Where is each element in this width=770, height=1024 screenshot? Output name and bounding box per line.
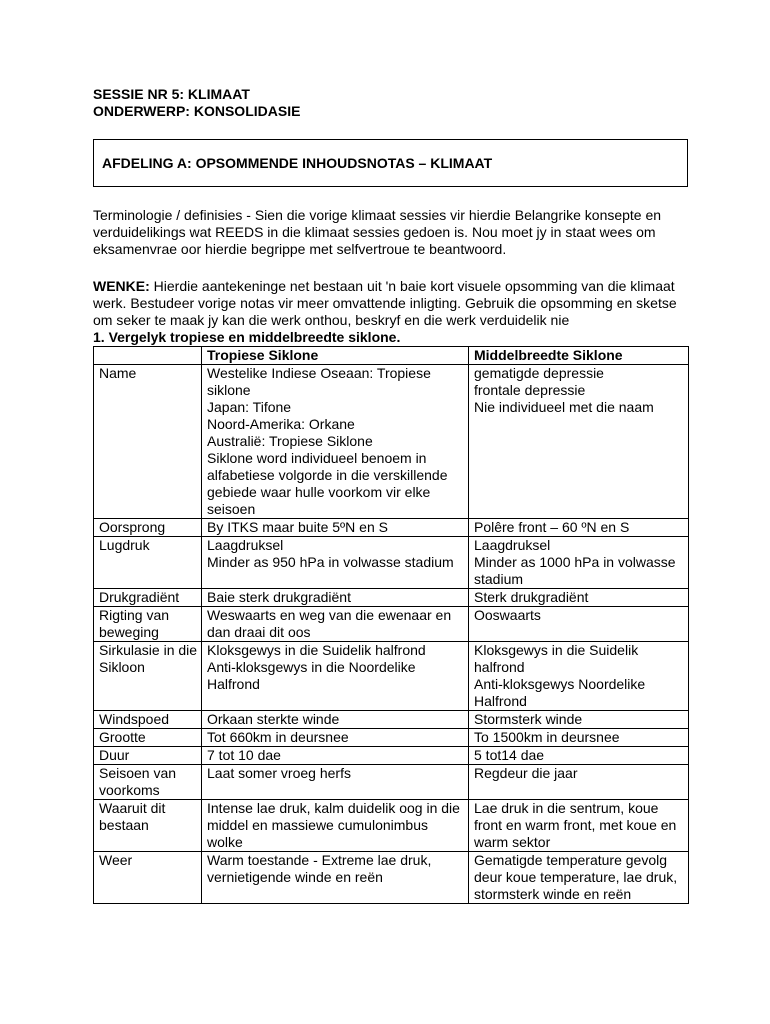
table-row (94, 747, 689, 765)
cell-line: Polêre front – 60 ºN en S (474, 519, 630, 535)
session-title: SESSIE NR 5: KLIMAAT (93, 86, 250, 102)
table-row (94, 642, 689, 711)
table-row (94, 537, 689, 589)
tropical-cell (202, 642, 469, 711)
cell-line: Sirkulasie in die Sikloon (99, 642, 198, 675)
row-label-cell (94, 765, 202, 800)
intro-paragraph: Terminologie / definisies - Sien die vorige klimaat sessies vir hierdie Belangrike konsepte en verduidelikings wat REEDS in die klimaat sessies gedoen is. Nou moet jy in staat wees om eksamenvrae oor hierdie begrippe met selfvertroue te beantwoord. (93, 207, 662, 257)
row-label-cell (94, 589, 202, 607)
cell-line: Tot 660km in deursnee (207, 729, 349, 745)
cell-line: Weswaarts en weg van die ewenaar en dan draai dit oos (207, 607, 452, 640)
tropical-cell (202, 519, 469, 537)
cell-line: Australië: Tropiese Siklone (207, 433, 373, 449)
tropical-cell (202, 537, 469, 589)
cell-line: Stormsterk winde (474, 711, 583, 727)
midlatitude-cell (469, 852, 689, 904)
midlatitude-cell (469, 589, 689, 607)
row-label-cell (94, 519, 202, 537)
tropical-cell (202, 747, 469, 765)
cell-line: Regdeur die jaar (474, 765, 578, 781)
question-heading: 1. Vergelyk tropiese en middelbreedte siklone. (93, 329, 401, 345)
cell-line: Kloksgewys in die Suidelik halfrond (474, 642, 639, 675)
midlatitude-cell (469, 747, 689, 765)
cell-line: Waaruit dit bestaan (99, 800, 166, 833)
tips-text: Hierdie aantekeninge net bestaan uit 'n baie kort visuele opsomming van die klimaat werk. Bestudeer vorige notas vir meer omvattende inligting. Gebruik die opsomming en sketse om seker te maak jy kan die werk onthou, beskryf en die werk verduidelik nie (93, 278, 677, 328)
cell-line: Drukgradiënt (99, 589, 180, 605)
section-heading: AFDELING A: OPSOMMENDE INHOUDSNOTAS – KLIMAAT (102, 155, 493, 171)
cell-line: Rigting van beweging (99, 607, 170, 640)
table-header-midlatitude: Middelbreedte Siklone (469, 347, 689, 365)
tropical-cell (202, 800, 469, 852)
cell-line: Lae druk in die sentrum, koue front en warm front, met koue en warm sektor (474, 800, 677, 850)
midlatitude-cell (469, 765, 689, 800)
topic-title: ONDERWERP: KONSOLIDASIE (93, 103, 301, 119)
tropical-cell (202, 711, 469, 729)
cell-line: Laat somer vroeg herfs (207, 765, 351, 781)
table-row (94, 519, 689, 537)
row-label-cell (94, 365, 202, 519)
cell-line: frontale depressie (474, 382, 586, 398)
cell-line: Siklone word individueel benoem in alfabetiese volgorde in die verskillende gebiede waar hulle voorkom vir elke seisoen (207, 450, 448, 517)
midlatitude-cell (469, 711, 689, 729)
document-page (93, 86, 688, 904)
midlatitude-cell (469, 642, 689, 711)
table-row (94, 765, 689, 800)
tropical-cell (202, 589, 469, 607)
cell-line: Gematigde temperature gevolg deur koue temperature, lae druk, stormsterk winde en reën (474, 852, 678, 902)
cell-line: Windspoed (99, 711, 170, 727)
row-label-cell (94, 800, 202, 852)
cell-line: Kloksgewys in die Suidelik halfrond (207, 642, 426, 658)
table-row (94, 607, 689, 642)
row-label-cell (94, 747, 202, 765)
cell-line: Laagdruksel (207, 537, 284, 553)
cell-line: Orkaan sterkte winde (207, 711, 340, 727)
cell-line: Minder as 950 hPa in volwasse stadium (207, 554, 454, 570)
table-body (94, 365, 689, 904)
midlatitude-cell (469, 365, 689, 519)
midlatitude-cell (469, 729, 689, 747)
cell-line: Anti-kloksgewys in die Noordelike Halfrond (207, 659, 416, 692)
cell-line: Warm toestande - Extreme lae druk, vernietigende winde en reën (207, 852, 432, 885)
cell-line: Duur (99, 747, 130, 763)
midlatitude-cell (469, 607, 689, 642)
table-row (94, 711, 689, 729)
cell-line: Seisoen van voorkoms (99, 765, 177, 798)
cell-line: Oorsprong (99, 519, 166, 535)
table-header-row (94, 347, 689, 365)
tropical-cell (202, 729, 469, 747)
midlatitude-cell (469, 800, 689, 852)
cell-line: gematigde depressie (474, 365, 604, 381)
tropical-cell (202, 765, 469, 800)
cell-line: Sterk drukgradiënt (474, 589, 589, 605)
row-label-cell (94, 642, 202, 711)
tropical-cell (202, 852, 469, 904)
table-row (94, 365, 689, 519)
cell-line: Minder as 1000 hPa in volwasse stadium (474, 554, 676, 587)
tropical-cell (202, 365, 469, 519)
tips-label: WENKE: (93, 278, 150, 294)
section-heading-box (93, 139, 688, 187)
row-label-cell (94, 537, 202, 589)
cell-line: To 1500km in deursnee (474, 729, 620, 745)
cell-line: Baie sterk drukgradiënt (207, 589, 351, 605)
cell-line: Ooswaarts (474, 607, 541, 623)
comparison-table (93, 346, 689, 904)
cell-line: Lugdruk (99, 537, 150, 553)
table-header-tropical: Tropiese Siklone (202, 347, 469, 365)
cell-line: 7 tot 10 dae (207, 747, 281, 763)
tips-paragraph (93, 278, 688, 329)
cell-line: Nie individueel met die naam (474, 399, 654, 415)
row-label-cell (94, 729, 202, 747)
cell-line: Name (99, 365, 137, 381)
cell-line: Grootte (99, 729, 146, 745)
cell-line: Westelike Indiese Oseaan: Tropiese siklone (207, 365, 431, 398)
midlatitude-cell (469, 537, 689, 589)
cell-line: Noord-Amerika: Orkane (207, 416, 355, 432)
cell-line: Japan: Tifone (207, 399, 292, 415)
row-label-cell (94, 711, 202, 729)
table-row (94, 729, 689, 747)
cell-line: By ITKS maar buite 5ºN en S (207, 519, 388, 535)
midlatitude-cell (469, 519, 689, 537)
cell-line: Intense lae druk, kalm duidelik oog in die middel en massiewe cumulonimbus wolke (207, 800, 460, 850)
row-label-cell (94, 852, 202, 904)
table-header-empty (94, 347, 202, 365)
table-row (94, 589, 689, 607)
cell-line: 5 tot14 dae (474, 747, 545, 763)
row-label-cell (94, 607, 202, 642)
cell-line: Anti-kloksgewys Noordelike Halfrond (474, 676, 646, 709)
tropical-cell (202, 607, 469, 642)
table-row (94, 800, 689, 852)
cell-line: Weer (99, 852, 133, 868)
table-row (94, 852, 689, 904)
cell-line: Laagdruksel (474, 537, 551, 553)
